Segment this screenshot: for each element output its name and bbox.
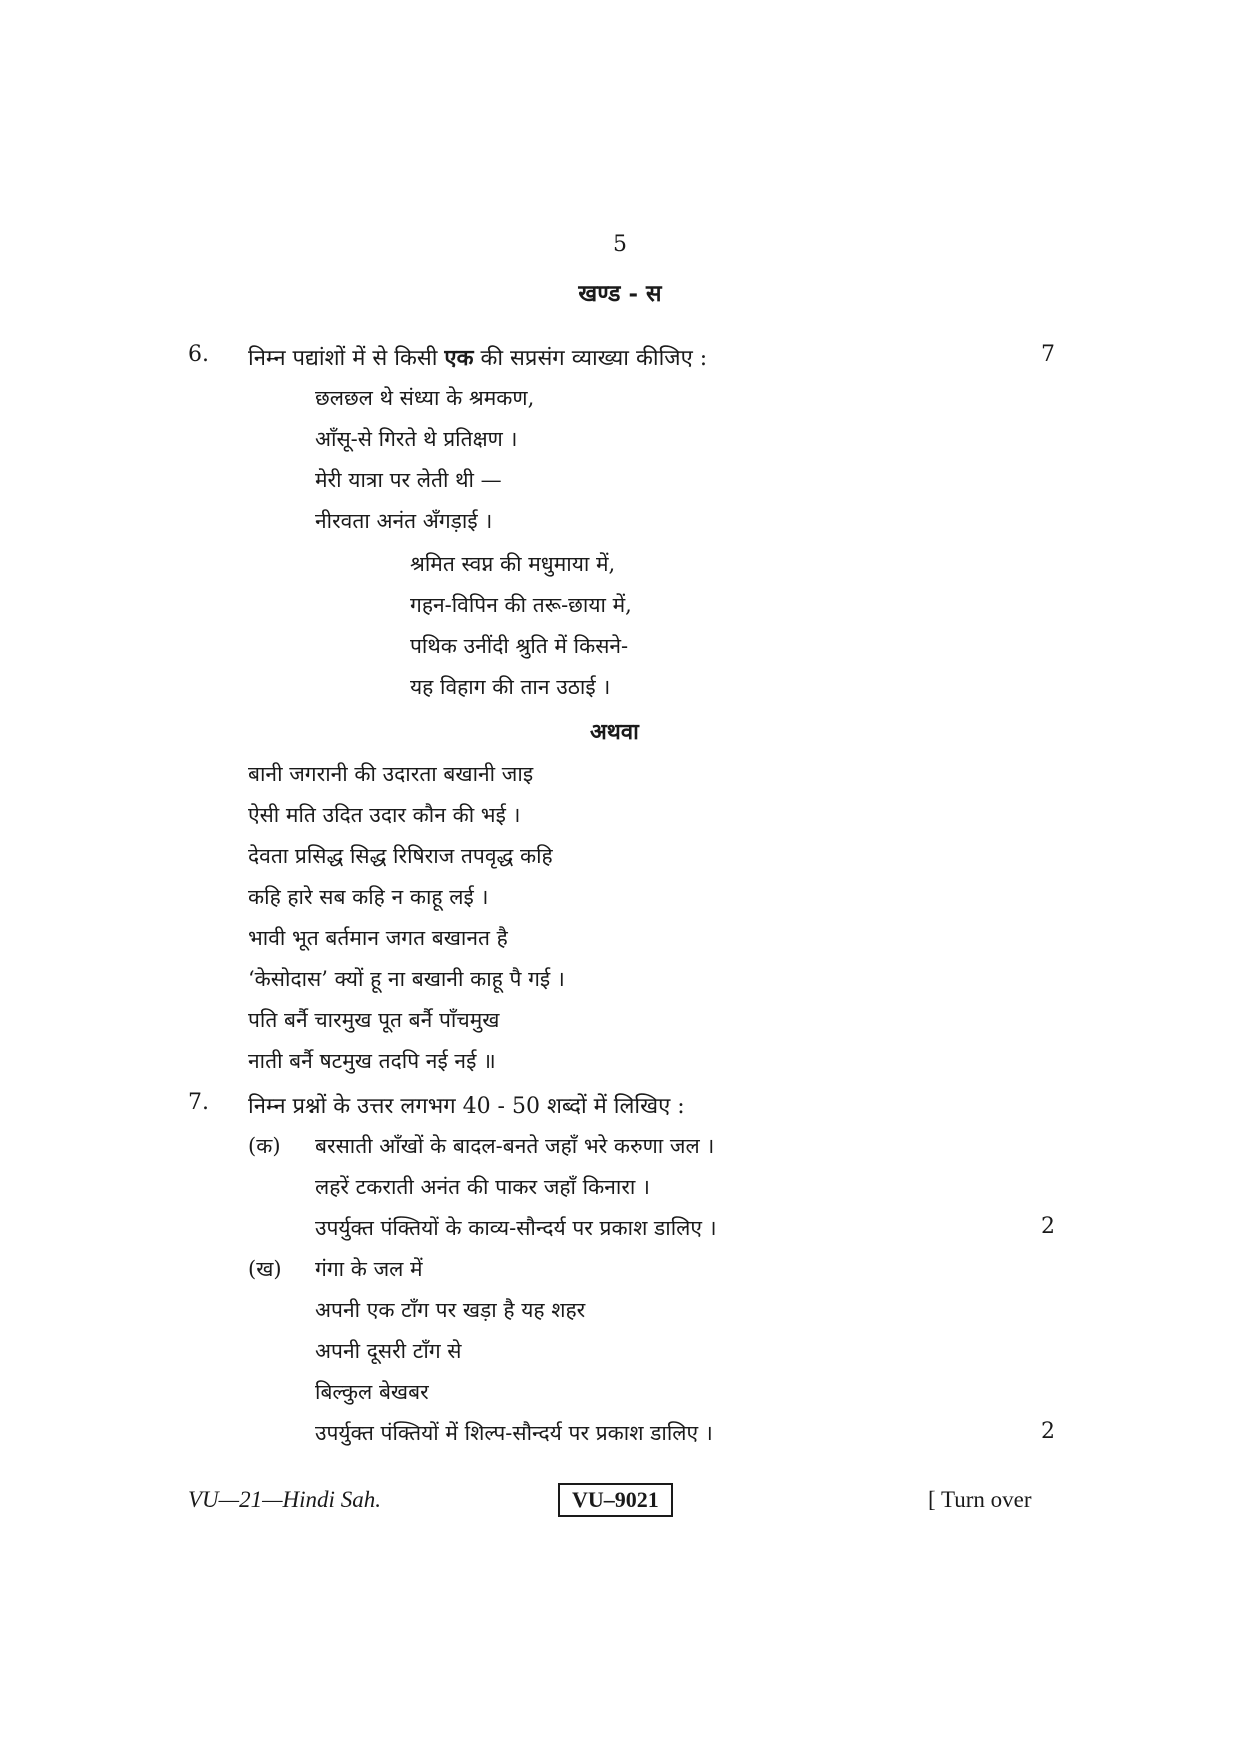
question-7-number: 7. bbox=[188, 1090, 209, 1115]
sub-question-kha-line: अपनी एक टाँग पर खड़ा है यह शहर bbox=[315, 1298, 586, 1322]
stanza1-line: नीरवता अनंत अँगड़ाई । bbox=[315, 509, 493, 533]
stanza1-line: छलछल थे संध्या के श्रमकण, bbox=[315, 386, 535, 410]
sub-question-kha-marks: 2 bbox=[1041, 1419, 1055, 1444]
question-7-instruction: निम्न प्रश्नों के उत्तर लगभग 40 - 50 शब्दों में लिखिए : bbox=[248, 1094, 685, 1119]
question-6-marks: 7 bbox=[1041, 342, 1055, 367]
sub-question-ka-line: बरसाती आँखों के बादल-बनते जहाँ भरे करुणा जल । bbox=[315, 1134, 715, 1158]
question-6-number: 6. bbox=[188, 342, 209, 367]
stanza3-line: ‘केसोदास’ क्यों हू ना बखानी काहू पै गई । bbox=[248, 967, 565, 991]
page-number: 5 bbox=[613, 232, 627, 257]
sub-question-ka-line: उपर्युक्त पंक्तियों के काव्य-सौन्दर्य पर प्रकाश डालिए । bbox=[315, 1216, 717, 1240]
stanza2-line: गहन-विपिन की तरू-छाया में, bbox=[410, 593, 632, 617]
stanza3-line: भावी भूत बर्तमान जगत बखानत है bbox=[248, 926, 508, 950]
sub-question-kha-line: बिल्कुल बेखबर bbox=[315, 1380, 429, 1404]
sub-question-kha-line: गंगा के जल में bbox=[315, 1257, 423, 1281]
footer-booklet-code: VU–9021 bbox=[558, 1483, 673, 1517]
question-6-instruction: निम्न पद्यांशों में से किसी एक की सप्रसंग व्याख्या कीजिए : bbox=[248, 345, 708, 371]
or-label: अथवा bbox=[590, 719, 639, 745]
question-6-emphasis: एक bbox=[444, 345, 474, 371]
sub-question-ka-label: (क) bbox=[248, 1134, 281, 1158]
stanza3-line: पति बर्नै चारमुख पूत बर्नै पाँचमुख bbox=[248, 1008, 500, 1032]
stanza1-line: आँसू-से गिरते थे प्रतिक्षण । bbox=[315, 427, 518, 451]
stanza2-line: यह विहाग की तान उठाई । bbox=[410, 675, 611, 699]
footer-turn-over: [ Turn over bbox=[928, 1487, 1032, 1512]
sub-question-ka-line: लहरें टकराती अनंत की पाकर जहाँ किनारा । bbox=[315, 1175, 650, 1199]
stanza1-line: मेरी यात्रा पर लेती थी — bbox=[315, 468, 502, 492]
footer-paper-code: VU—21—Hindi Sah. bbox=[188, 1487, 381, 1512]
sub-question-ka-marks: 2 bbox=[1041, 1214, 1055, 1239]
sub-question-kha-label: (ख) bbox=[248, 1257, 282, 1281]
section-title: खण्ड - स bbox=[578, 280, 662, 307]
stanza3-line: ऐसी मति उदित उदार कौन की भई । bbox=[248, 803, 521, 827]
stanza3-line: बानी जगरानी की उदारता बखानी जाइ bbox=[248, 762, 534, 786]
stanza2-line: श्रमित स्वप्न की मधुमाया में, bbox=[410, 552, 616, 576]
stanza3-line: कहि हारे सब कहि न काहू लई । bbox=[248, 885, 489, 909]
sub-question-kha-line: अपनी दूसरी टाँग से bbox=[315, 1339, 462, 1363]
sub-question-kha-line: उपर्युक्त पंक्तियों में शिल्प-सौन्दर्य पर प्रकाश डालिए । bbox=[315, 1421, 713, 1445]
stanza2-line: पथिक उनींदी श्रुति में किसने- bbox=[410, 634, 629, 658]
stanza3-line: देवता प्रसिद्ध सिद्ध रिषिराज तपवृद्ध कहि bbox=[248, 844, 553, 868]
stanza3-line: नाती बर्नै षटमुख तदपि नई नई ॥ bbox=[248, 1049, 496, 1073]
